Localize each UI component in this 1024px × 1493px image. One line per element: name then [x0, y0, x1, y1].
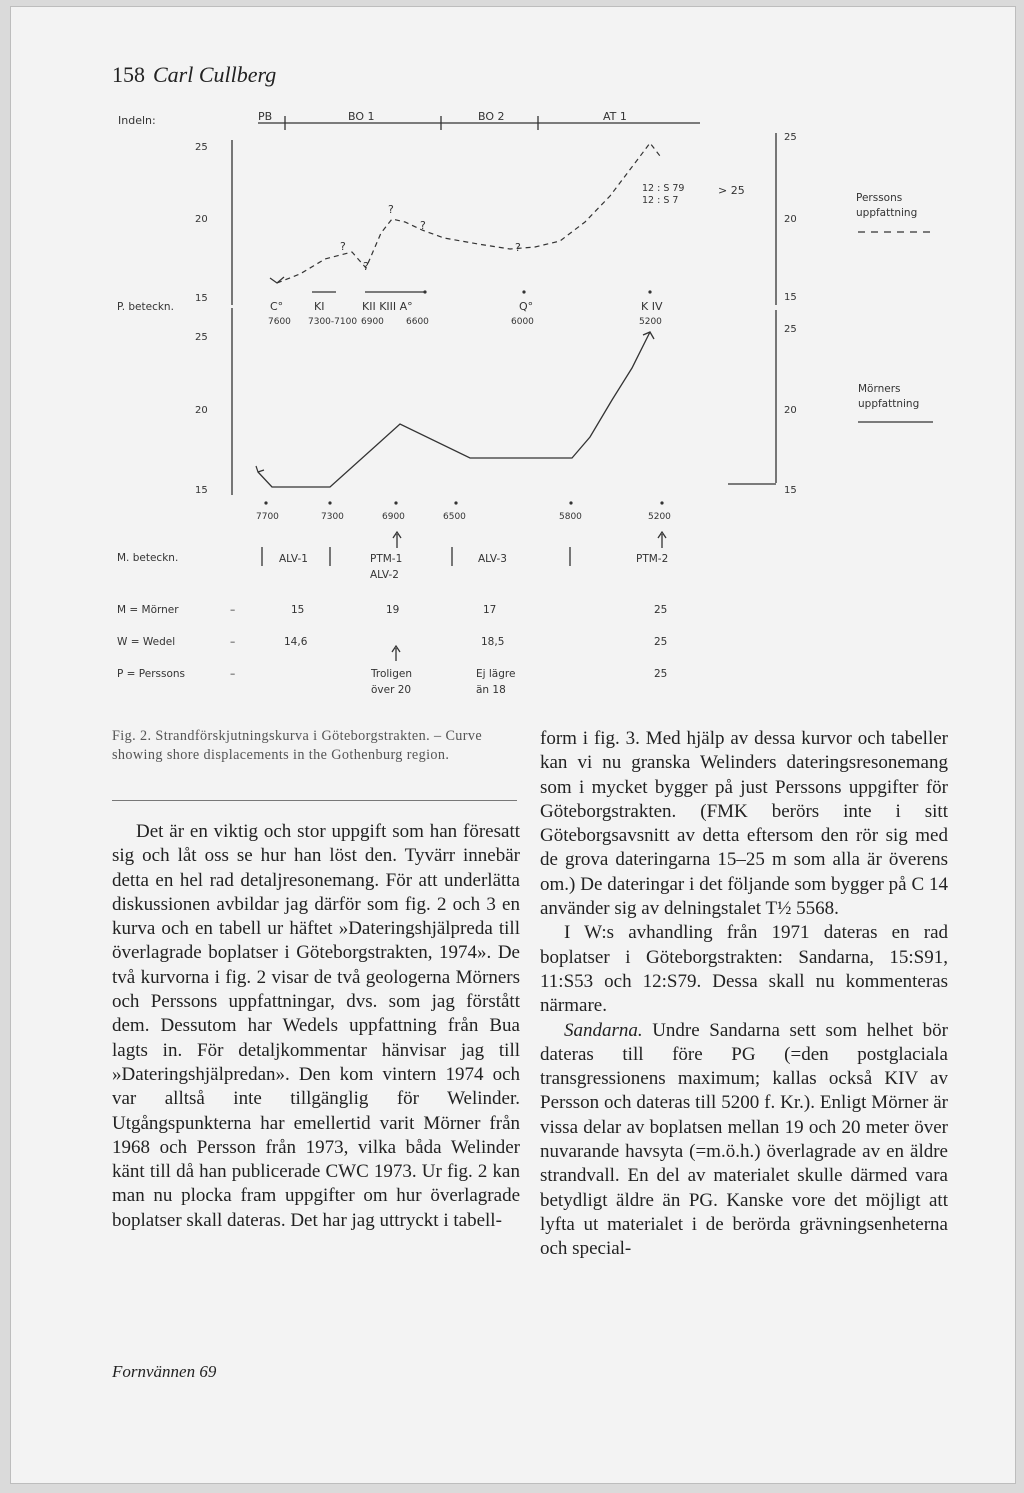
cell: 17 [483, 604, 497, 616]
morner-curve [258, 332, 650, 487]
period-pb: PB [258, 110, 273, 123]
y-tick: 25 [195, 142, 208, 153]
date-dot [454, 501, 457, 504]
uncertain-mark: ? [340, 240, 346, 253]
morner-date: 5800 [559, 512, 582, 522]
morner-date: 7300 [321, 512, 344, 522]
row-label-persson: P = Perssons [117, 668, 186, 680]
date-dot [328, 501, 331, 504]
morner-date: 6500 [443, 512, 466, 522]
figure-caption: Fig. 2. Strandförskjutningskurva i Göteborgstrakten. – Curve showing shore displacements in the Gothenburg region. [112, 728, 483, 763]
row-dash: – [230, 604, 236, 616]
marker-c: C° [270, 300, 284, 313]
y-tick: 15 [195, 293, 208, 304]
stage-alv2: ALV-2 [370, 569, 399, 581]
paragraph: form i fig. 3. Med hjälp av dessa kurvor och tabeller kan vi nu granska Welinders dateringsresonemang som i mycket bygger på just Perssons uppgifter för Göteborgstrakten. (FMK berörs inte i sitt Göteborgsavsnitt av detta eftersom den rör sig med de grova dateringarna 15–25 m som alla är överens om.) De dateringar i det följande som bygger på C 14 använder sig av delningstalet T½ 5568. [540, 728, 948, 920]
row-label-wedel: W = Wedel [117, 636, 176, 648]
persson-date: 6000 [511, 317, 534, 327]
run-in-heading: Sandarna. [564, 1019, 643, 1041]
marker-q: Q° [519, 300, 534, 313]
up-arrow [392, 646, 400, 661]
journal-footer: Fornvännen 69 [112, 1362, 217, 1381]
up-arrow [393, 532, 401, 548]
cell: över 20 [371, 684, 412, 696]
right-column [540, 727, 948, 1262]
cell: 25 [654, 668, 668, 680]
row-label-morner: M = Mörner [117, 604, 179, 616]
cell: 25 [654, 604, 668, 616]
y-tick: 25 [195, 332, 208, 343]
y-tick: 20 [195, 214, 208, 225]
row-dash: – [230, 636, 236, 648]
site-note: 12 : S 7 [642, 195, 679, 206]
y-tick-right: 25 [784, 324, 797, 335]
marker-dot [522, 290, 525, 293]
cell: 18,5 [481, 636, 505, 648]
caption-rule [112, 800, 517, 801]
left-column [112, 820, 520, 1233]
marker-dot [648, 290, 651, 293]
period-bo1: BO 1 [348, 110, 375, 123]
persson-date: 5200 [639, 317, 662, 327]
indeln-label: Indeln: [118, 114, 156, 127]
date-dot [264, 501, 267, 504]
marker-ki: KI [314, 300, 325, 313]
legend-persson: Perssons [856, 192, 903, 204]
stage-alv1: ALV-1 [279, 553, 308, 565]
legend-morner: uppfattning [858, 398, 920, 410]
y-tick-right: 20 [784, 405, 797, 416]
cell: 15 [291, 604, 305, 616]
cell: 25 [654, 636, 668, 648]
cell: Ej lägre [476, 668, 516, 680]
legend-morner: Mörners [858, 383, 901, 395]
uncertain-mark: ? [363, 260, 369, 273]
date-dot [394, 501, 397, 504]
running-author: Carl Cullberg [153, 62, 277, 87]
cell: Troligen [371, 668, 412, 680]
uncertain-mark: ? [420, 219, 426, 232]
stage-ptm2: PTM-2 [636, 553, 669, 565]
m-beteckn-label: M. beteckn. [117, 552, 179, 564]
morner-curve-start [256, 466, 264, 472]
y-tick-right: 25 [784, 132, 797, 143]
morner-date: 6900 [382, 512, 405, 522]
y-tick: 15 [195, 485, 208, 496]
stage-ptm1: PTM-1 [370, 553, 403, 565]
period-bo2: BO 2 [478, 110, 505, 123]
period-at1: AT 1 [603, 110, 627, 123]
cell: 19 [386, 604, 400, 616]
date-dot [660, 501, 663, 504]
up-arrow [658, 532, 666, 548]
uncertain-mark: ? [515, 241, 521, 254]
cell: än 18 [476, 684, 506, 696]
y-tick-right: 20 [784, 214, 797, 225]
persson-date: 6600 [406, 317, 429, 327]
persson-curve [277, 143, 660, 283]
paragraph [540, 1019, 948, 1262]
stage-alv3: ALV-3 [478, 553, 507, 565]
marker-kii-kiii-a: KII KIII A° [362, 300, 413, 313]
shore-displacement-figure [0, 0, 1024, 720]
uncertain-mark: ? [388, 203, 394, 216]
p-beteckn-label: P. beteckn. [117, 301, 174, 313]
persson-curve-start [270, 277, 284, 283]
y-tick: 20 [195, 405, 208, 416]
page-number: 158 [112, 62, 145, 87]
site-note: 12 : S 79 [642, 183, 685, 194]
y-tick-right: 15 [784, 485, 797, 496]
cell: 14,6 [284, 636, 308, 648]
morner-date: 7700 [256, 512, 279, 522]
paragraph-body: Undre Sandarna sett som helhet bör dateras till före PG (=den postglaciala transgressionens maximum; kallas också KIV av Persson och dateras till 5200 f. Kr.). Enligt Mörner är vissa delar av boplatsen mellan 19 och 20 meter över nuvarande havsyta (=m.ö.h.) överlagrade av en äldre strandvall. En del av materialet skulle därmed vara betydligt äldre än PG. Kanske vore det möjligt att lyfta ut materialet i de berörda grävningsenheterna och special- [540, 1019, 948, 1260]
paragraph: I W:s avhandling från 1971 dateras en rad boplatser i Göteborgstrakten: Sandarna, 15:S91, 11:S53 och 12:S79. Dessa skall nu kommenteras närmare. [540, 922, 948, 1017]
paragraph: Det är en viktig och stor uppgift som han föresatt sig och låt oss se hur han löst den. Tyvärr innebär detta en hel rad detaljresonemang. För att underlätta diskussionen avbildar jag därför som fig. 2 och 3 en kurva och en tabell ur häftet »Dateringshjälpreda till överlagrade boplatser i Göteborgstrakten, 1974». De två kurvorna i fig. 2 visar de två geologerna Mörners och Perssons uppfattningar, dvs. som jag förstått dem. Dessutom har Wedels uppfattning från Bua lagts in. För detaljkommentar hänvisar jag till »Dateringshjälpredan». Den kom vintern 1974 och var alltså inte tillgänglig för Welinder. Utgångspunkterna har emellertid varit Mörner från 1968 och Persson från 1973, vilka båda Welinder känt till då han publicerade CWC 1973. Ur fig. 2 kan man nu plocka fram uppgifter om hur överlagrade boplatser skall dateras. Det har jag uttryckt i tabell- [112, 821, 520, 1231]
persson-date: 6900 [361, 317, 384, 327]
row-dash: – [230, 668, 236, 680]
greater-than-25: > 25 [718, 184, 745, 197]
persson-date: 7300-7100 [308, 317, 358, 327]
morner-date: 5200 [648, 512, 671, 522]
marker-dot [423, 290, 426, 293]
date-dot [569, 501, 572, 504]
persson-date: 7600 [268, 317, 291, 327]
legend-persson: uppfattning [856, 207, 918, 219]
marker-kiv: K IV [641, 300, 663, 313]
y-tick-right: 15 [784, 292, 797, 303]
